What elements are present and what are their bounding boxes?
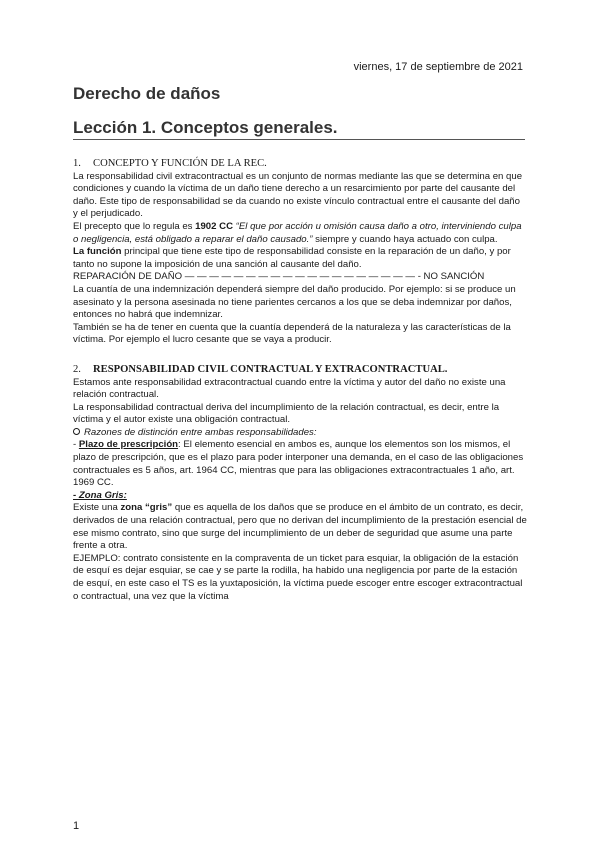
paragraph: La responsabilidad civil extracontractual es un conjunto de normas mediante las que se determina en que condiciones y cuando la víctima de un daño tiene derecho a un resarcimiento por parte del causante del daño. Este tipo de responsabilidad se da cuando no existe vínculo contractual entre el causante del daño y el perjudicado.: [73, 170, 523, 220]
zona-gris-label: - Zona Gris:: [73, 489, 127, 501]
text-run: que es aquella de los daños que se produce en el ámbito de un contrato, es decir, derivados de una relación contractual, pero que no derivan del incumplimiento de la prestación esencial de ese mismo contrato, sino que surge del incumplimiento de un deber de seguridad que asume una parte frente a otra.: [73, 502, 527, 552]
paragraph: [73, 502, 527, 552]
section-number: 1.: [73, 158, 81, 169]
paragraph: La cuantía de una indemnización dependerá siempre del daño producido. Por ejemplo: si se produce un asesinato y la persona asesinada no tiene parientes cercanos a los que se deba indemnizar por daños, entonces no habrá que indemnizar.: [73, 283, 516, 321]
bullet-text: Razones de distinción entre ambas responsabilidades:: [84, 426, 317, 438]
page-number: 1: [73, 820, 80, 832]
section-1-heading: [73, 158, 527, 171]
bullet-item: [73, 427, 527, 440]
legal-quote: “El que por acción u omisión causa daño a otro, interviniendo culpa o negligencia, está obligado a reparar el daño causado.”: [73, 220, 522, 245]
paragraph: [73, 246, 527, 271]
text-run: principal que tiene este tipo de responsabilidad consiste en la reparación de un daño, y por tanto no supone la imposición de una sanción al causante del daño.: [73, 246, 511, 270]
plazo-label: Plazo de prescripción: [78, 439, 179, 451]
paragraph: La responsabilidad contractual deriva del incumplimiento de la relación contractual, es decir, entre la víctima y el autor existe una obligación contractual.: [73, 401, 500, 426]
paragraph: También se ha de tener en cuenta que la cuantía dependerá de la naturaleza y las características de la víctima. Por ejemplo el lucro cesante que se vaya a producir.: [73, 321, 511, 346]
section-title: RESPONSABILIDAD CIVIL CONTRACTUAL Y EXTRACONTRACTUAL.: [93, 363, 448, 375]
text-run: El precepto que lo regula es: [73, 220, 196, 232]
text-run: siempre y cuando haya actuado con culpa.: [312, 233, 498, 245]
text-run: Existe una: [73, 502, 121, 514]
title-underline: [73, 139, 525, 140]
zona-gris-heading: [73, 490, 527, 503]
reparacion-line: REPARACIÓN DE DAÑO — — — — — — — — — — — — — — — — — — — - NO SANCIÓN: [73, 271, 485, 283]
paragraph: Estamos ante responsabilidad extracontractual cuando entre la víctima y autor del daño no existe una relación contractual.: [73, 376, 506, 401]
document-date: viernes, 17 de septiembre de 2021: [353, 61, 523, 73]
section-title: CONCEPTO Y FUNCIÓN DE LA REC.: [93, 158, 267, 169]
bold-term: zona “gris”: [120, 502, 173, 514]
text-run: : El elemento esencial en ambos es, aunque los elementos son los mismos, el plazo de prescripción, que es el plazo para poder interponer una demanda, en el caso de las obligaciones contractuales es 5 años, art. 1964 CC, mientras que para las obligaciones extracontractuales 1 año, art. 1969 CC.: [73, 439, 524, 489]
text-run: -: [73, 439, 79, 451]
lesson-title: Lección 1. Conceptos generales.: [73, 118, 338, 137]
paragraph: [73, 439, 527, 489]
circle-bullet-icon: [73, 428, 80, 435]
article-reference: 1902 CC: [195, 220, 234, 232]
paragraph: EJEMPLO: contrato consistente en la compraventa de un ticket para esquiar, la obligación de la estación de esquí es dejar esquiar, se cae y se parte la rodilla, ha habido una negligencia por parte de la estación de esquí, en este caso el TS es la yuxtaposición, la víctima puede escoger entre escoger extracontractual o contractual, una vez que la víctima: [73, 552, 523, 602]
section-number: 2.: [73, 363, 81, 375]
document-title: Derecho de daños: [73, 84, 221, 103]
document-body: [73, 152, 527, 603]
bold-term: La función: [73, 246, 122, 258]
paragraph: [73, 221, 527, 246]
section-2-heading: [73, 364, 527, 377]
